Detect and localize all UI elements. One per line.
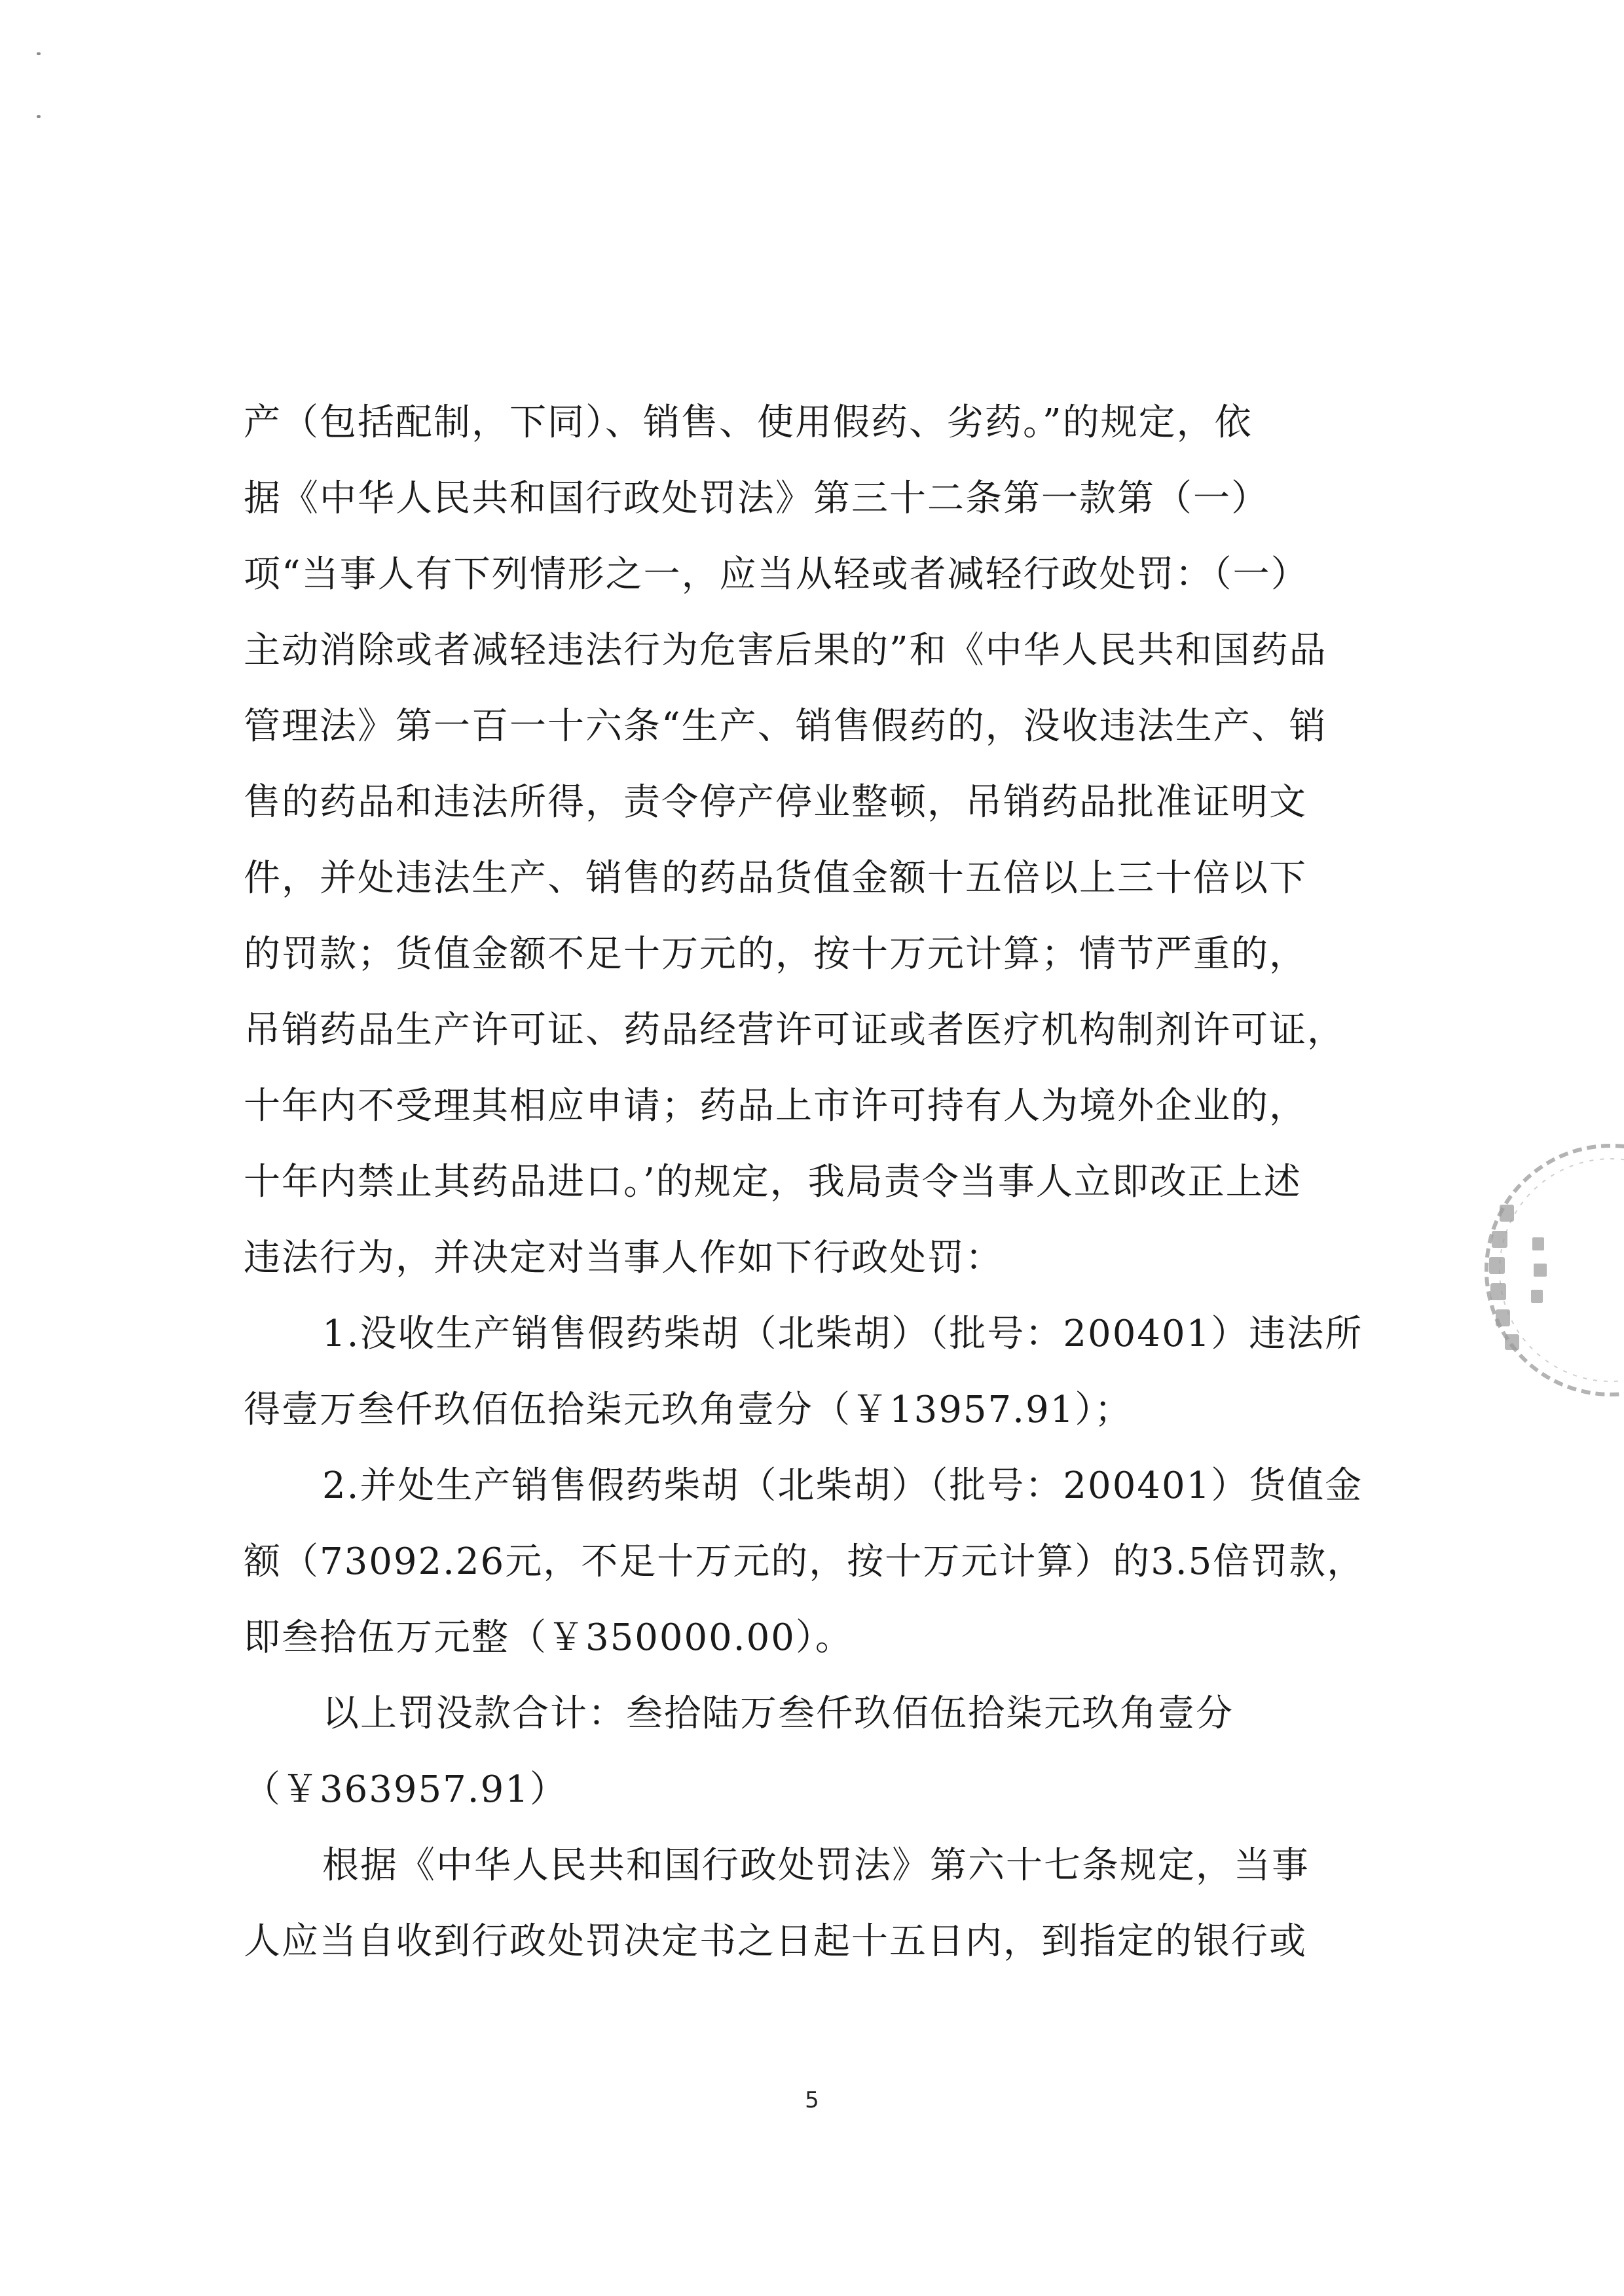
penalty-item-2: 2.并处生产销售假药柴胡（北柴胡）（批号：200401）货值金	[322, 1465, 1363, 1507]
text-line: 即叁拾伍万元整（￥350000.00）。	[244, 1616, 853, 1659]
text-line: 违法行为，并决定对当事人作如下行政处罚：	[244, 1237, 1003, 1279]
text-line: 吊销药品生产许可证、药品经营许可证或者医疗机构制剂许可证，	[244, 1009, 1345, 1051]
text-line: 产（包括配制，下同）、销售、使用假药、劣药。”的规定，依	[244, 401, 1253, 444]
total-amount-value: （￥363957.91）	[244, 1768, 568, 1811]
text-line: 根据《中华人民共和国行政处罚法》第六十七条规定，当事	[322, 1844, 1310, 1887]
document-body	[244, 385, 1435, 1980]
scan-mark	[37, 115, 41, 118]
text-line: 售的药品和违法所得，责令停产停业整顿，吊销药品批准证明文	[244, 781, 1307, 824]
text-line: 件，并处违法生产、销售的药品货值金额十五倍以上三十倍以下	[244, 857, 1307, 900]
official-seal-stamp	[1460, 1126, 1624, 1414]
page-number: 5	[805, 2087, 819, 2113]
text-line: 主动消除或者减轻违法行为危害后果的”和《中华人民共和国药品	[244, 629, 1327, 672]
scan-mark	[37, 52, 41, 55]
text-line: 十年内禁止其药品进口。’的规定，我局责令当事人立即改正上述	[244, 1161, 1302, 1203]
text-line: 管理法》第一百一十六条“生产、销售假药的，没收违法生产、销	[244, 705, 1327, 748]
penalty-item-1: 1.没收生产销售假药柴胡（北柴胡）（批号：200401）违法所	[322, 1313, 1363, 1355]
total-amount-line: 以上罚没款合计：叁拾陆万叁仟玖佰伍拾柒元玖角壹分	[322, 1692, 1234, 1735]
text-line: 得壹万叁仟玖佰伍拾柒元玖角壹分（￥13957.91）；	[244, 1389, 1133, 1431]
text-line: 十年内不受理其相应申请；药品上市许可持有人为境外企业的，	[244, 1085, 1307, 1127]
text-line: 据《中华人民共和国行政处罚法》第三十二条第一款第（一）	[244, 477, 1269, 520]
text-line: 项“当事人有下列情形之一，应当从轻或者减轻行政处罚：（一）	[244, 553, 1309, 596]
text-line: 人应当自收到行政处罚决定书之日起十五日内，到指定的银行或	[244, 1920, 1307, 1963]
text-line: 额（73092.26元，不足十万元的，按十万元计算）的3.5倍罚款，	[244, 1540, 1365, 1583]
text-line: 的罚款；货值金额不足十万元的，按十万元计算；情节严重的，	[244, 933, 1307, 975]
